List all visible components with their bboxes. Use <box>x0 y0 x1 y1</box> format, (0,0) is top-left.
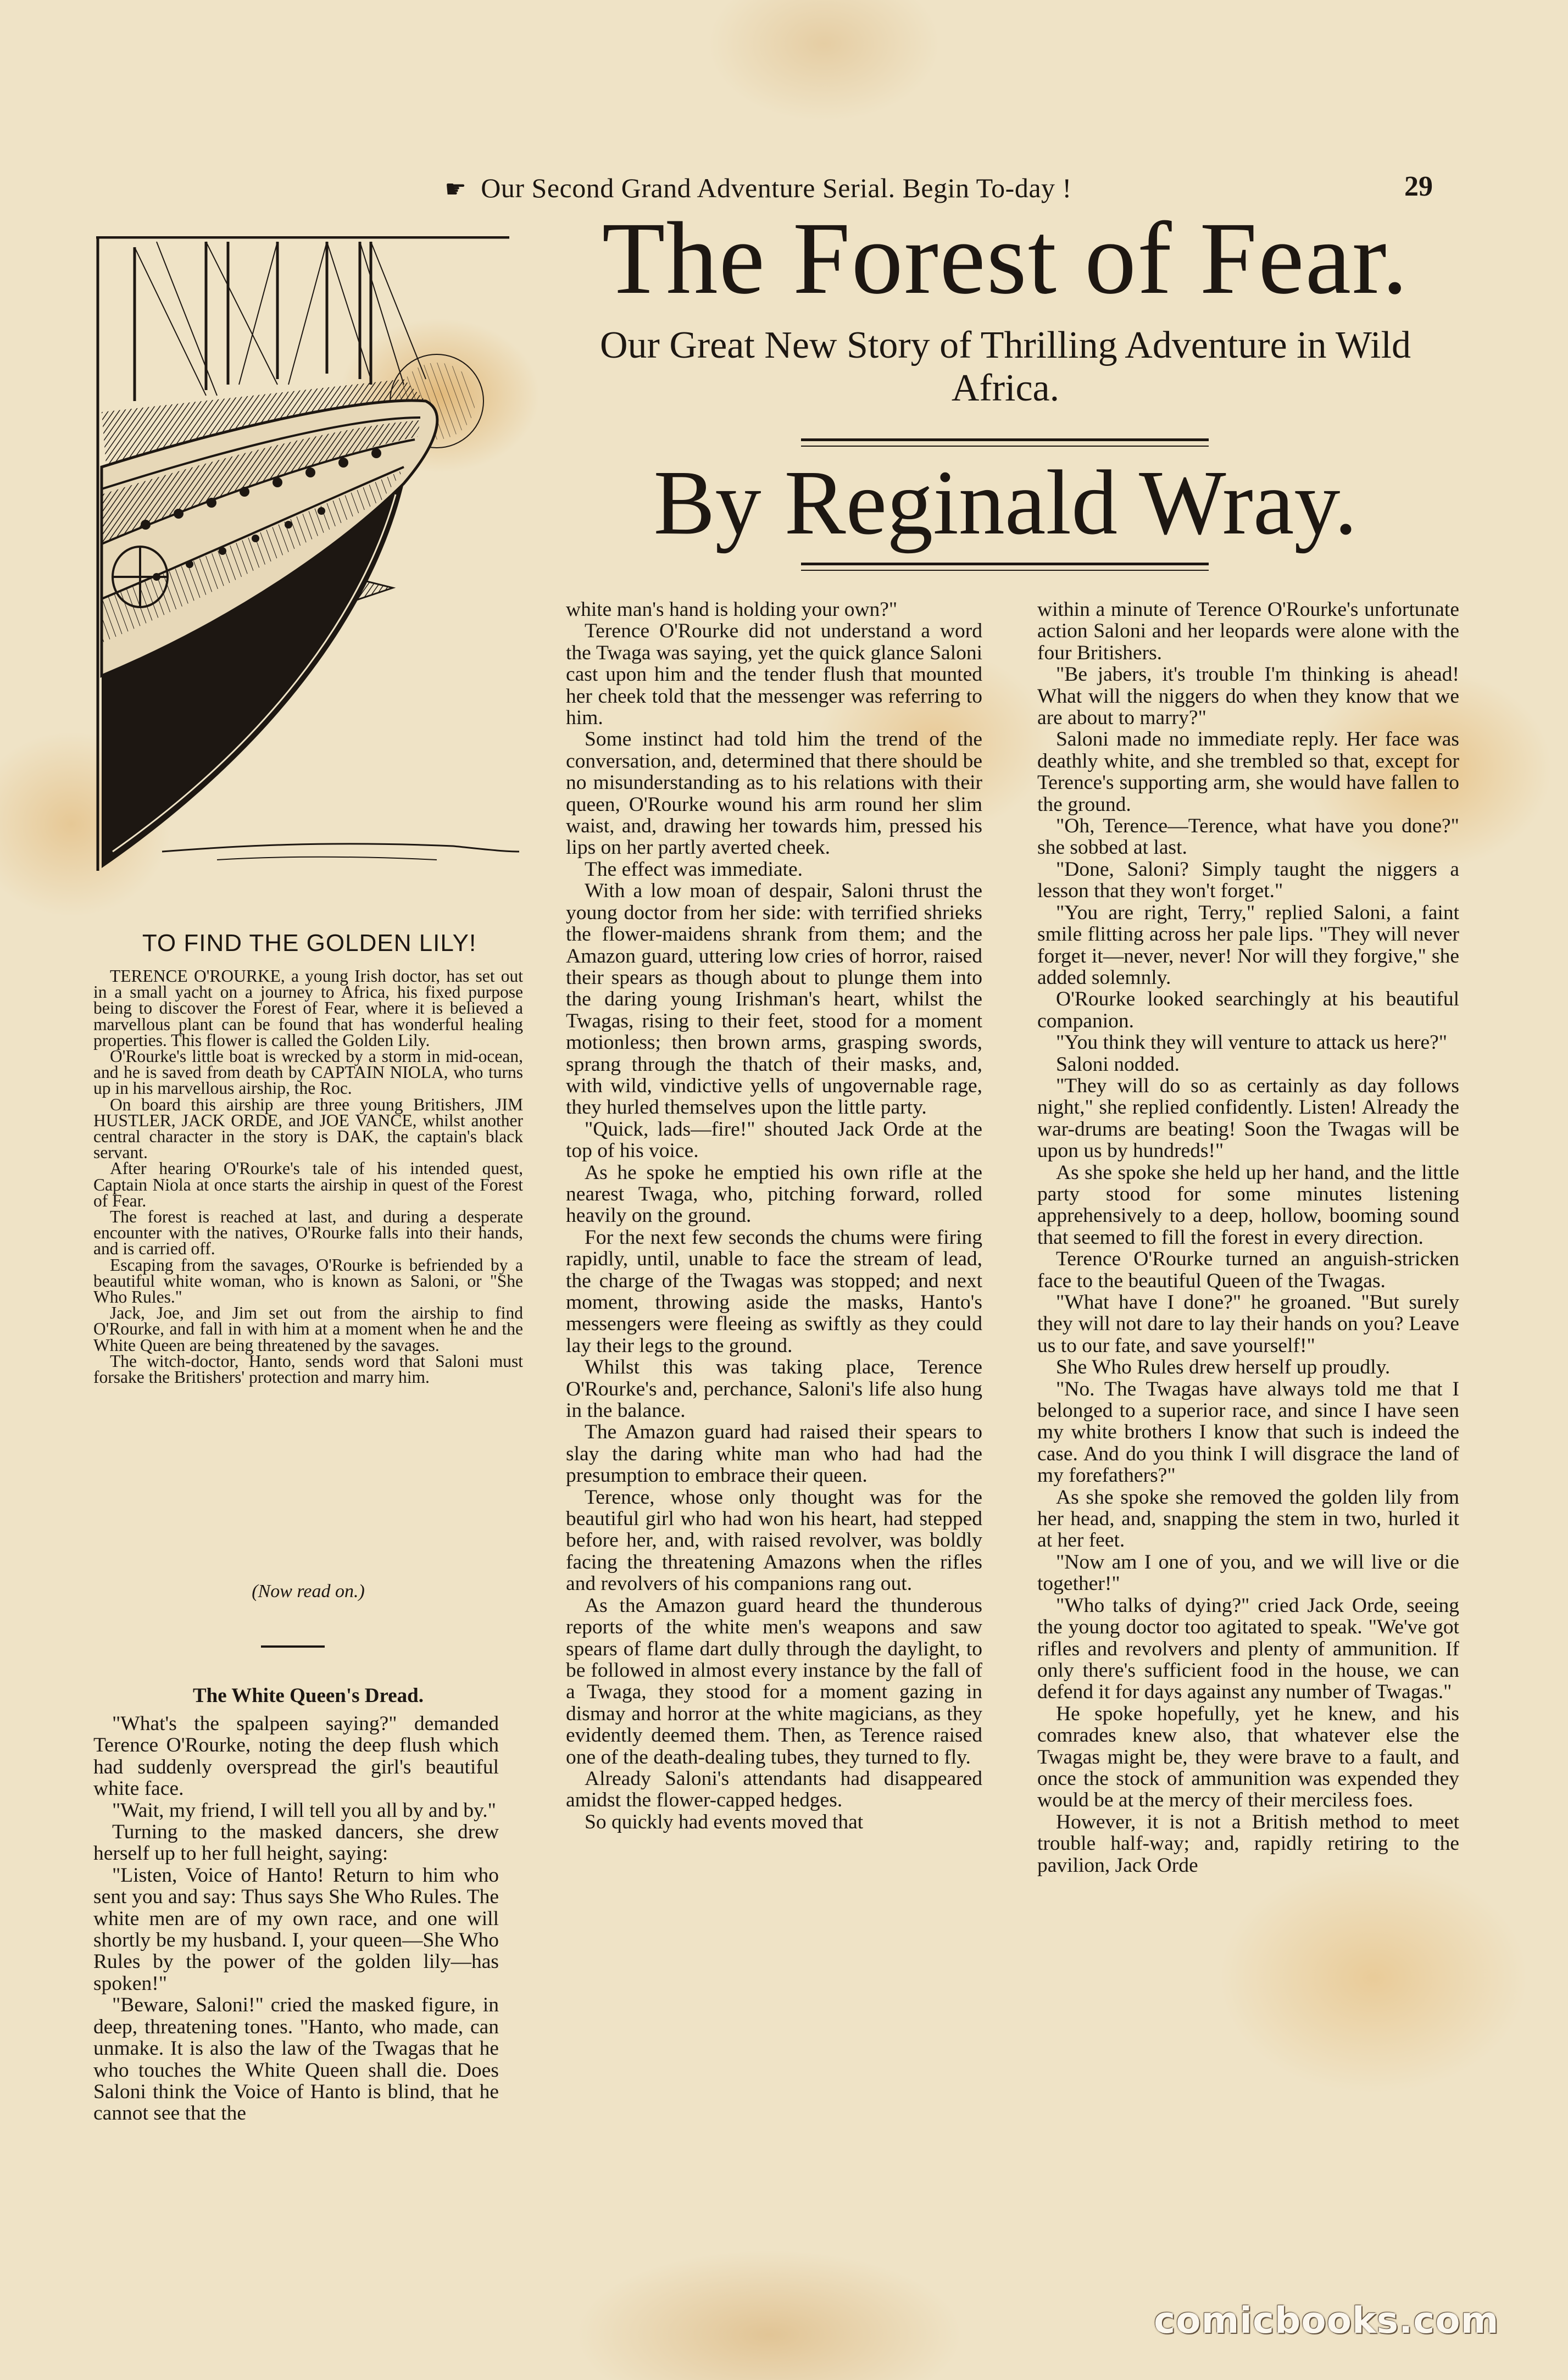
story-paragraph: "You are right, Terry," replied Saloni, a faint smile flitting across her pale lips. "They will never forget it—never, never! Nor will they forgive," she added solemnly. <box>1037 901 1459 989</box>
synopsis-paragraph: Escaping from the savages, O'Rourke is befriended by a beautiful white woman, who is known as Saloni, or "She Who Rules." <box>93 1255 523 1307</box>
story-subtitle: Our Great New Story of Thrilling Adventure in Wild Africa. <box>599 324 1411 409</box>
story-paragraph: "Oh, Terence—Terence, what have you done?" she sobbed at last. <box>1037 815 1459 859</box>
story-column-3 <box>1037 599 1459 1876</box>
site-watermark: comicbooks.com <box>1154 2299 1499 2342</box>
story-title: The Forest of Fear. <box>602 201 1409 315</box>
story-paragraph: "Beware, Saloni!" cried the masked figure, in deep, threatening tones. "Hanto, who made, can unmake. It is also the law of the Twagas that he who touches the White Queen shall die. Does Saloni think the Voice of Hanto is blind, that he cannot see that the <box>93 1994 499 2125</box>
story-paragraph: "What's the spalpeen saying?" demanded Terence O'Rourke, noting the deep flush which had suddenly overspread the girl's beautiful white face. <box>93 1712 499 1800</box>
story-paragraph: The Amazon guard had raised their spears to slay the daring white man who had had the presumption to embrace their queen. <box>566 1421 982 1487</box>
story-paragraph: white man's hand is holding your own?" <box>566 598 898 621</box>
story-paragraph: "Now am I one of you, and we will live or die together!" <box>1037 1550 1459 1595</box>
serial-banner-text: Our Second Grand Adventure Serial. Begin To-day ! <box>481 173 1072 203</box>
story-paragraph: "They will do so as certainly as day follows night," she replied confidently. Listen! Already the war-drums are beating! Soon the Twagas will be upon us by hundreds!" <box>1037 1074 1459 1163</box>
story-paragraph: "Be jabers, it's trouble I'm thinking is ahead! What will the niggers do when they know that we are about to marry?" <box>1037 663 1459 730</box>
story-paragraph: Terence O'Rourke did not understand a word the Twaga was saying, yet the quick glance Saloni cast upon him and the tender flush that mounted her cheek told that the messenger was referring to him. <box>566 620 982 730</box>
synopsis-paragraph: After hearing O'Rourke's tale of his intended quest, Captain Niola at once starts the airship in quest of the Forest of Fear. <box>93 1159 523 1210</box>
story-paragraph: Already Saloni's attendants had disappeared amidst the flower-capped hedges. <box>566 1767 982 1812</box>
story-paragraph: "Quick, lads—fire!" shouted Jack Orde at the top of his voice. <box>566 1117 982 1163</box>
story-paragraph: As he spoke he emptied his own rifle at the nearest Twaga, who, pitching forward, rolled heavily on the ground. <box>566 1161 982 1227</box>
pointing-hand-icon: ☛ <box>444 175 467 203</box>
synopsis-paragraph: Jack, Joe, and Jim set out from the airship to find O'Rourke, and fall in with him at a moment when he and the White Queen are being threatened by the savages. <box>93 1303 523 1355</box>
read-on-note: (Now read on.) <box>252 1581 365 1602</box>
synopsis-paragraph: On board this airship are three young Britishers, JIM HUSTLER, JACK ORDE, and JOE VANCE, whilst another central character in the story is DAK, the captain's black servant. <box>93 1094 523 1163</box>
synopsis-paragraph: TERENCE O'ROURKE, a young Irish doctor, has set out in a small yacht on a journey to Africa, his fixed purpose being to discover the Forest of Fear, where it is believed a marvellous plant can be found that has wonderful healing properties. This flower is called the Golden Lily. <box>93 966 523 1050</box>
story-paragraph: "Listen, Voice of Hanto! Return to him who sent you and say: Thus says She Who Rules. The white men are of my own race, and one will shortly be my husband. I, your queen—She Who Rules by the power of the golden lily—has spoken!" <box>93 1864 499 1995</box>
story-paragraph: "Done, Saloni? Simply taught the niggers a lesson that they won't forget." <box>1037 858 1459 903</box>
story-paragraph: Terence O'Rourke turned an anguish-stricken face to the beautiful Queen of the Twagas. <box>1037 1248 1459 1292</box>
title-divider <box>801 438 1209 441</box>
story-paragraph: "What have I done?" he groaned. "But surely they will not dare to lay their hands on you? Leave us to our fate, and save yourself!" <box>1037 1291 1459 1357</box>
author-byline: By Reginald Wray. <box>653 452 1358 554</box>
story-paragraph: As she spoke she removed the golden lily from her head, and, snapping the stem in two, hurled it at her feet. <box>1037 1486 1459 1552</box>
story-paragraph: "You think they will venture to attack us here?" <box>1056 1031 1448 1054</box>
story-paragraph: Turning to the masked dancers, she drew herself up to her full height, saying: <box>93 1821 499 1865</box>
story-paragraph: He spoke hopefully, yet he knew, and his comrades knew also, that whatever else the Twagas might be, they were brave to a fault, and once the stock of ammunition was expended they would be at the mercy of their merciless foes. <box>1037 1702 1459 1812</box>
story-column-2 <box>566 599 982 1833</box>
story-paragraph: Saloni made no immediate reply. Her face was deathly white, and she trembled so that, except for Terence's supporting arm, she would have fallen to the ground. <box>1037 728 1459 816</box>
page-number: 29 <box>1404 171 1433 202</box>
story-paragraph: Saloni nodded. <box>1056 1053 1180 1076</box>
synopsis-paragraph: O'Rourke's little boat is wrecked by a storm in mid-ocean, and he is saved from death by CAPTAIN NIOLA, who turns up in his marvellous airship, the Roc. <box>93 1047 523 1098</box>
synopsis-heading: TO FIND THE GOLDEN LILY! <box>142 930 477 957</box>
synopsis-paragraph: The forest is reached at last, and during a desperate encounter with the natives, O'Rourke falls into their hands, and is carried off. <box>93 1207 523 1259</box>
story-paragraph: "Wait, my friend, I will tell you all by and by." <box>112 1799 496 1822</box>
synopsis-paragraph: The witch-doctor, Hanto, sends word that Saloni must forsake the Britishers' protection and marry him. <box>93 1351 523 1387</box>
synopsis-text <box>93 968 523 1385</box>
story-paragraph: "Who talks of dying?" cried Jack Orde, seeing the young doctor too agitated to speak. "We've got rifles and revolvers and plenty of ammunition. If only there's sufficient food in the house, we can defend it for days against any number of Twagas." <box>1037 1594 1459 1704</box>
byline-divider <box>801 563 1209 565</box>
story-paragraph: As the Amazon guard heard the thunderous reports of the white men's weapons and saw spears of flame dart dully through the daylight, to be followed in almost every instance by the fall of a Twaga, they stood for a moment gazing in dismay and horror at the white magicians, as they evidently deemed them. Then, as Terence raised one of the death-dealing tubes, they turned to fly. <box>566 1594 982 1769</box>
story-paragraph: within a minute of Terence O'Rourke's unfortunate action Saloni and her leopards were alone with the four Britishers. <box>1037 598 1459 664</box>
story-paragraph: The effect was immediate. <box>585 858 803 881</box>
story-paragraph: With a low moan of despair, Saloni thrust the young doctor from her side: with terrified shrieks the flower-maidens shrank from them; and the Amazon guard, uttering low cries of horror, raised their spears as though about to plunge them into the daring young Irishman's heart, whilst the Twagas, rising to their feet, stood for a moment motionless; then brown arms, grasping swords, sprang through the thatch of their masks, and, with wild, vindictive yells of ungovernable rage, they hurled themselves upon the little party. <box>566 880 982 1119</box>
story-paragraph: "No. The Twagas have always told me that I belonged to a superior race, and since I have seen my white brothers I know that such is indeed the case. And do you think I will disgrace the land of my forefathers?" <box>1037 1377 1459 1487</box>
airship-illustration <box>96 236 519 874</box>
section-divider <box>261 1645 325 1648</box>
story-paragraph: She Who Rules drew herself up proudly. <box>1056 1356 1391 1379</box>
story-paragraph: Whilst this was taking place, Terence O'Rourke's and, perchance, Saloni's life also hung in the balance. <box>566 1356 982 1422</box>
story-paragraph: For the next few seconds the chums were firing rapidly, until, unable to face the stream of lead, the charge of the Twagas was stopped; and next moment, throwing aside the masks, Hanto's messengers were fleeing as swiftly as they could lay their legs to the ground. <box>566 1226 982 1357</box>
story-column-1 <box>93 1713 499 2125</box>
story-paragraph: So quickly had events moved that <box>585 1810 864 1833</box>
story-paragraph: Terence, whose only thought was for the beautiful girl who had won his heart, had stepped before her, and, with raised revolver, was boldly facing the threatening Amazons when the rifles and revolvers of his companions rang out. <box>566 1486 982 1595</box>
section-heading: The White Queen's Dread. <box>192 1684 424 1707</box>
story-paragraph: O'Rourke looked searchingly at his beautiful companion. <box>1037 988 1459 1032</box>
story-paragraph: Some instinct had told him the trend of the conversation, and, determined that there should be no misunderstanding as to his relations with their queen, O'Rourke wound his arm round her slim waist, and, drawing her towards him, pressed his lips on her partly averted cheek. <box>566 728 982 859</box>
story-paragraph: As she spoke she held up her hand, and the little party stood for some minutes listening apprehensively to a deep, hollow, booming sound that seemed to fill the forest in every direction. <box>1037 1161 1459 1249</box>
story-paragraph: However, it is not a British method to meet trouble half-way; and, rapidly retiring to the pavilion, Jack Orde <box>1037 1810 1459 1877</box>
